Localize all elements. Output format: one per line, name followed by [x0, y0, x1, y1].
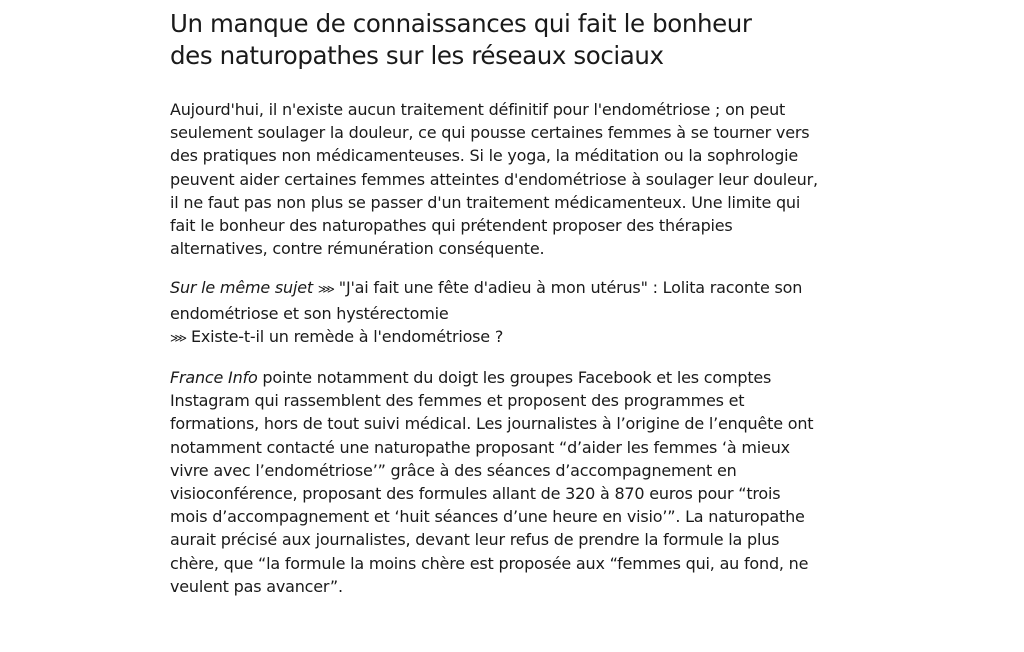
chevron-right-icon: ⋙	[170, 330, 187, 345]
related-link-remede[interactable]: Existe-t-il un remède à l'endométriose ?	[190, 326, 504, 346]
section-heading	[170, 8, 820, 72]
heading-line-2: des naturopathes sur les réseaux sociaux	[170, 41, 664, 70]
paragraph-france-info-text: pointe notamment du doigt les groupes Facebook et les comptes Instagram qui rassemblent des femmes et proposent des programmes et formations, hors de tout suivi médical. Les journalistes à l’origine de l’enquête ont notamment contacté une naturopathe proposant “d’aider les femmes ‘à mieux vivre avec l’endométriose’” grâce à des séances d’accompagnement en visioconférence, proposant des formules allant de 320 à 870 euros pour “trois mois d’accompagnement et ‘huit séances d’une heure en visio’”. La naturopathe aurait précisé aux journalistes, devant leur refus de prendre la formule la plus chère, que “la formule la moins chère est proposée aux “femmes qui, au fond, ne veulent pas avancer”.	[170, 368, 814, 596]
related-articles	[170, 276, 820, 350]
chevron-right-icon: ⋙	[317, 282, 334, 297]
related-label: Sur le même sujet	[170, 278, 313, 298]
paragraph-treatment: Aujourd'hui, il n'existe aucun traitement définitif pour l'endométriose ; on peut seulement soulager la douleur, ce qui pousse certaines femmes à se tourner vers des pratiques non médicamenteuses. Si le yoga, la méditation ou la sophrologie peuvent aider certaines femmes atteintes d'endométriose à soulager leur douleur, il ne faut pas non plus se passer d'un traitement médicamenteux. Une limite qui fait le bonheur des naturopathes qui prétendent proposer des thérapies alternatives, contre rémunération conséquente.	[170, 100, 818, 259]
source-name: France Info	[170, 368, 258, 388]
heading-line-1: Un manque de connaissances qui fait le bonheur	[170, 9, 752, 38]
article-body	[170, 8, 820, 614]
related-link-lolita[interactable]: "J'ai fait une fête d'adieu à mon utérus" : Lolita raconte son endométriose et son hystérectomie	[170, 278, 803, 323]
paragraph-france-info	[170, 366, 820, 598]
